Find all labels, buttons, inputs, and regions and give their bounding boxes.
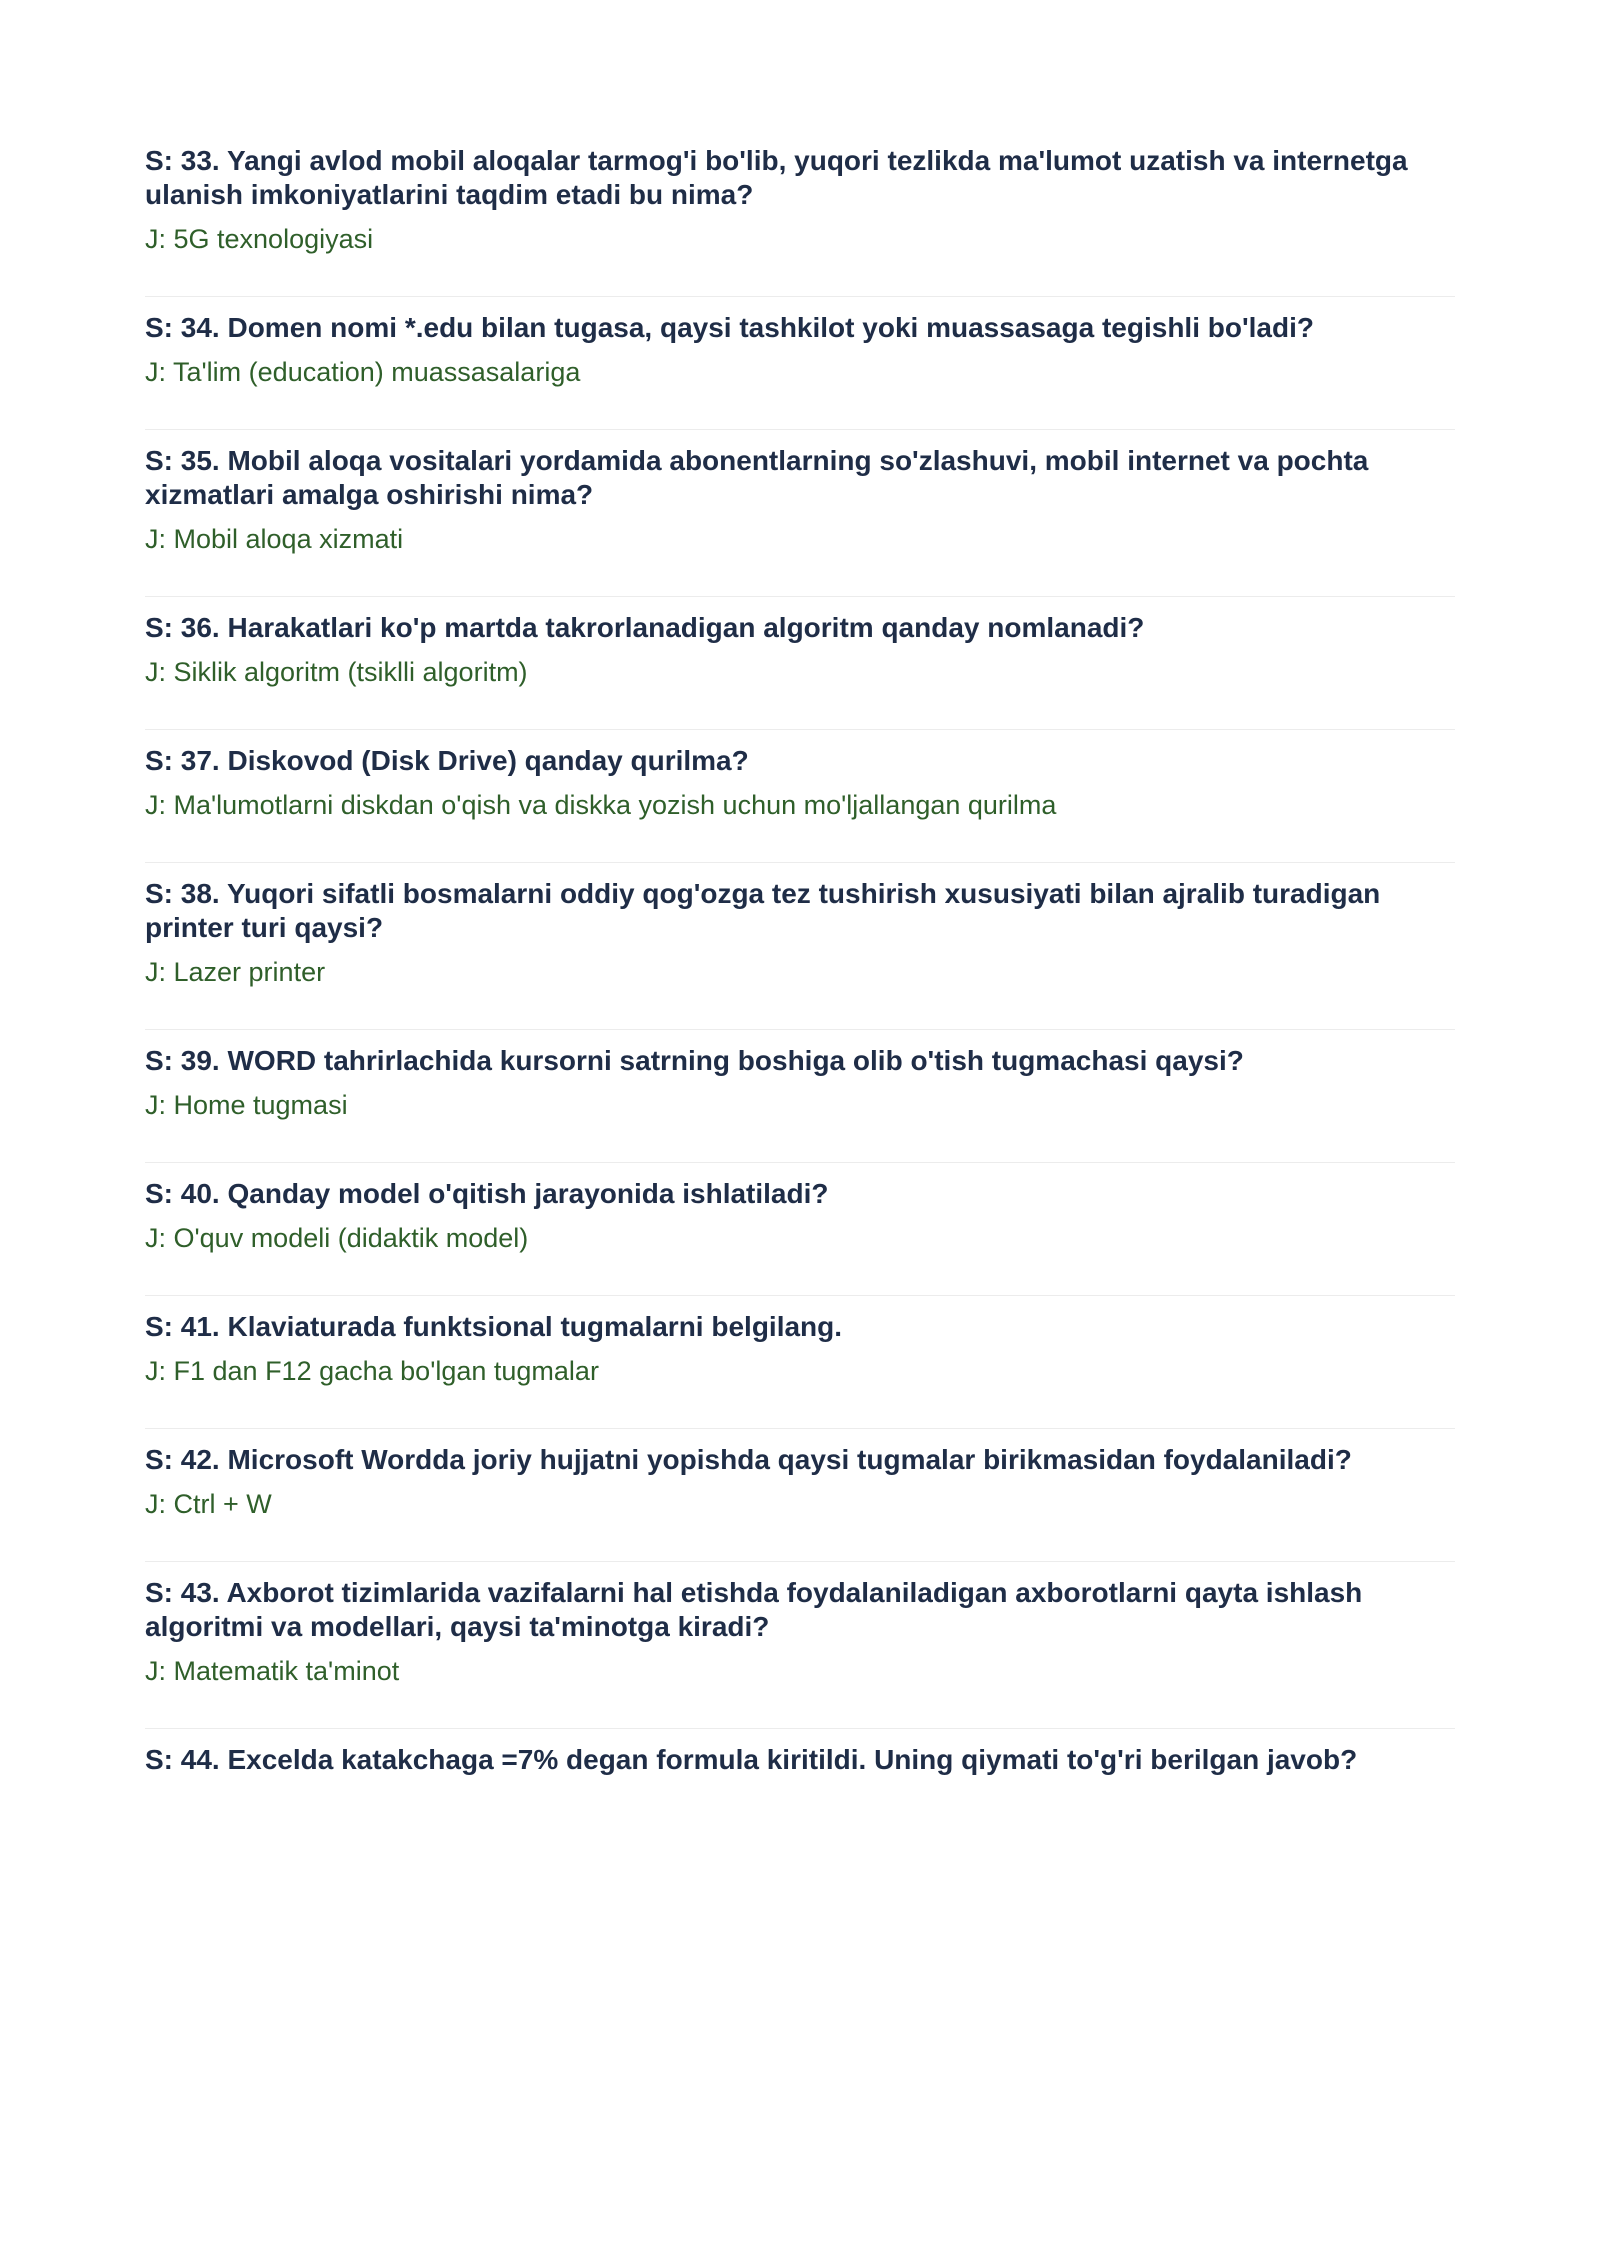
answer-text: J: Home tugmasi <box>145 1090 348 1120</box>
qa-item-36 <box>145 596 1455 729</box>
answer-text: J: Lazer printer <box>145 957 326 987</box>
question-text: S: 42. Microsoft Wordda joriy hujjatni yopishda qaysi tugmalar birikmasidan foydalaniladi? <box>145 1444 1352 1475</box>
question-text: S: 34. Domen nomi *.edu bilan tugasa, qaysi tashkilot yoki muassasaga tegishli bo'ladi? <box>145 312 1314 343</box>
qa-item-41 <box>145 1295 1455 1428</box>
qa-item-38 <box>145 862 1455 1029</box>
qa-item-40 <box>145 1162 1455 1295</box>
question-text: S: 38. Yuqori sifatli bosmalarni oddiy qog'ozga tez tushirish xususiyati bilan ajralib turadigan printer turi qaysi? <box>145 878 1381 943</box>
answer-text: J: O'quv modeli (didaktik model) <box>145 1223 529 1253</box>
question-text: S: 39. WORD tahrirlachida kursorni satrning boshiga olib o'tish tugmachasi qaysi? <box>145 1045 1244 1076</box>
answer-text: J: F1 dan F12 gacha bo'lgan tugmalar <box>145 1356 599 1386</box>
answer-text: J: Mobil aloqa xizmati <box>145 524 404 554</box>
answer-text: J: 5G texnologiyasi <box>145 224 374 254</box>
qa-item-34 <box>145 296 1455 429</box>
qa-item-33 <box>145 130 1455 296</box>
qa-item-43 <box>145 1561 1455 1728</box>
question-text: S: 43. Axborot tizimlarida vazifalarni hal etishda foydalaniladigan axborotlarni qayta ishlash algoritmi va modellari, qaysi ta'minotga kiradi? <box>145 1577 1363 1642</box>
question-text: S: 36. Harakatlari ko'p martda takrorlanadigan algoritm qanday nomlanadi? <box>145 612 1145 643</box>
question-text: S: 35. Mobil aloqa vositalari yordamida abonentlarning so'zlashuvi, mobil internet va pochta xizmatlari amalga oshirishi nima? <box>145 445 1369 510</box>
qa-item-42 <box>145 1428 1455 1561</box>
qa-item-35 <box>145 429 1455 596</box>
question-text: S: 41. Klaviaturada funktsional tugmalarni belgilang. <box>145 1311 843 1342</box>
qa-item-37 <box>145 729 1455 862</box>
answer-text: J: Siklik algoritm (tsiklli algoritm) <box>145 657 528 687</box>
question-text: S: 44. Excelda katakchaga =7% degan formula kiritildi. Uning qiymati to'g'ri berilgan javob? <box>145 1744 1358 1775</box>
answer-text: J: Matematik ta'minot <box>145 1656 400 1686</box>
answer-text: J: Ctrl + W <box>145 1489 272 1519</box>
answer-text: J: Ta'lim (education) muassasalariga <box>145 357 581 387</box>
qa-item-39 <box>145 1029 1455 1162</box>
qa-document <box>145 130 1455 1777</box>
question-text: S: 33. Yangi avlod mobil aloqalar tarmog'i bo'lib, yuqori tezlikda ma'lumot uzatish va internetga ulanish imkoniyatlarini taqdim etadi bu nima? <box>145 145 1408 210</box>
answer-text: J: Ma'lumotlarni diskdan o'qish va diskka yozish uchun mo'ljallangan qurilma <box>145 790 1057 820</box>
qa-item-44 <box>145 1728 1455 1777</box>
question-text: S: 37. Diskovod (Disk Drive) qanday qurilma? <box>145 745 749 776</box>
question-text: S: 40. Qanday model o'qitish jarayonida ishlatiladi? <box>145 1178 829 1209</box>
